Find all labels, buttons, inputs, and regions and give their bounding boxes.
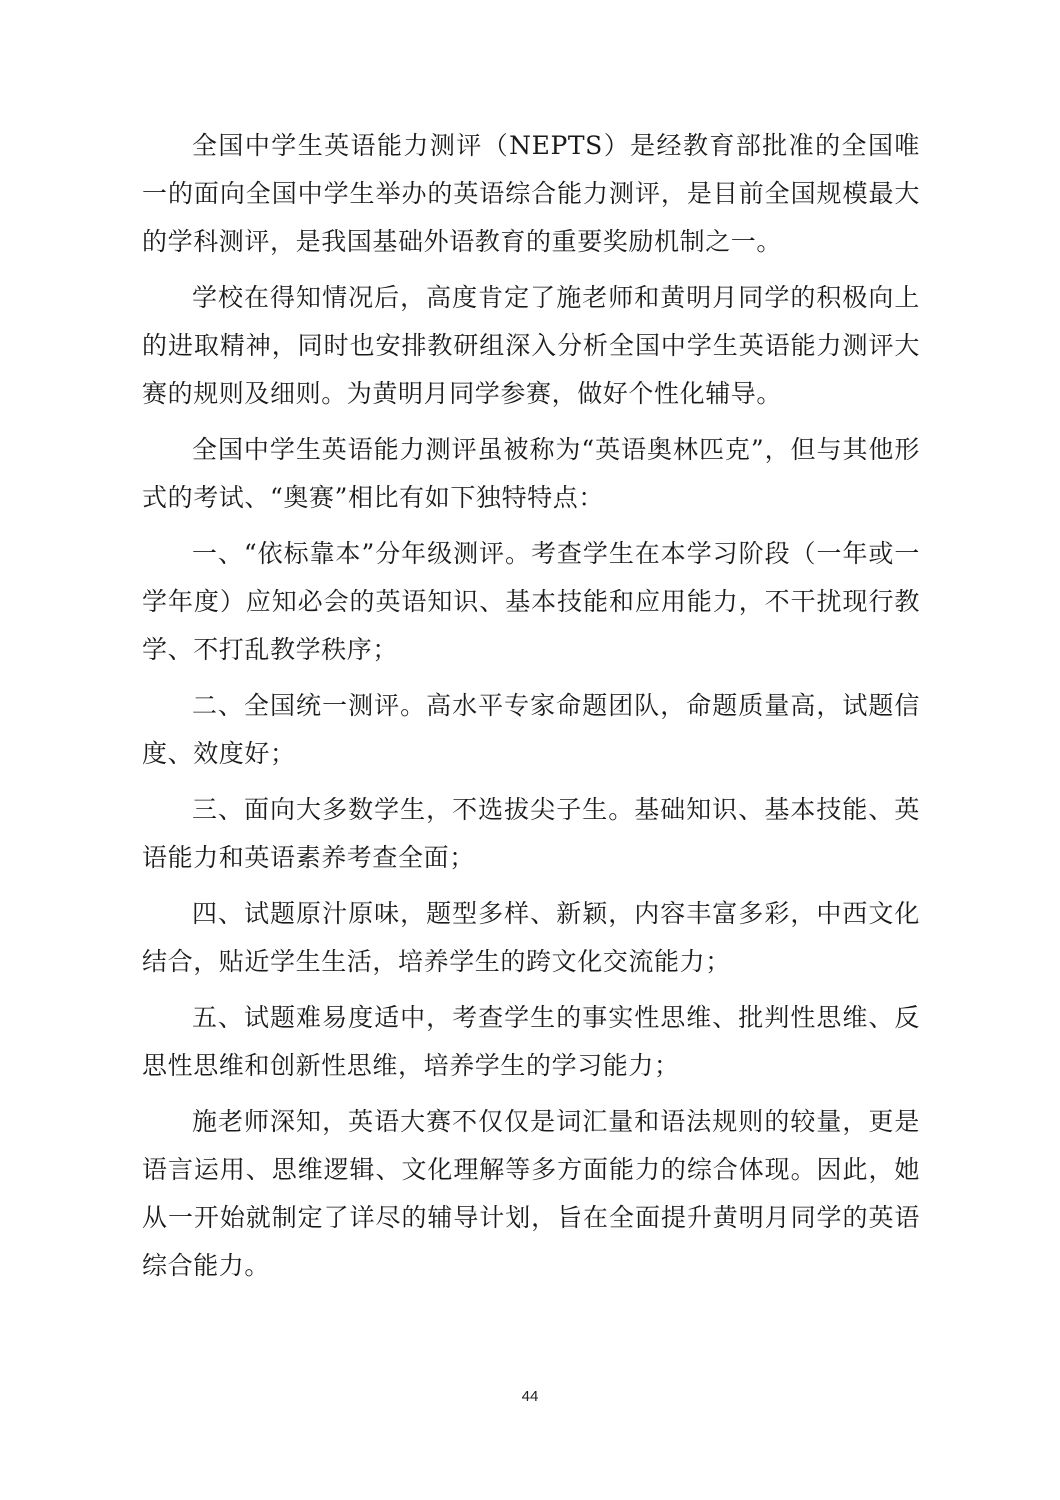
paragraph-feature-5: 五、试题难易度适中，考查学生的事实性思维、批判性思维、反思性思维和创新性思维，培养学生的学习能力； bbox=[142, 1003, 920, 1080]
body-text bbox=[142, 122, 920, 1298]
paragraph-features-intro: 全国中学生英语能力测评虽被称为“英语奥林匹克”，但与其他形式的考试、“奥赛”相比有如下独特特点： bbox=[142, 435, 920, 512]
paragraph-school-response: 学校在得知情况后，高度肯定了施老师和黄明月同学的积极向上的进取精神，同时也安排教研组深入分析全国中学生英语能力测评大赛的规则及细则。为黄明月同学参赛，做好个性化辅导。 bbox=[142, 283, 920, 408]
paragraph-nepts-intro: 全国中学生英语能力测评（NEPTS）是经教育部批准的全国唯一的面向全国中学生举办的英语综合能力测评，是目前全国规模最大的学科测评，是我国基础外语教育的重要奖励机制之一。 bbox=[142, 131, 920, 256]
paragraph-feature-4: 四、试题原汁原味，题型多样、新颖，内容丰富多彩，中西文化结合，贴近学生生活，培养学生的跨文化交流能力； bbox=[142, 899, 920, 976]
paragraph-feature-2: 二、全国统一测评。高水平专家命题团队，命题质量高，试题信度、效度好； bbox=[142, 691, 920, 768]
page-number: 44 bbox=[521, 1388, 539, 1405]
paragraph-teacher-plan: 施老师深知，英语大赛不仅仅是词汇量和语法规则的较量，更是语言运用、思维逻辑、文化理解等多方面能力的综合体现。因此，她从一开始就制定了详尽的辅导计划，旨在全面提升黄明月同学的英语综合能力。 bbox=[142, 1107, 920, 1280]
paragraph-feature-3: 三、面向大多数学生，不选拔尖子生。基础知识、基本技能、英语能力和英语素养考查全面； bbox=[142, 795, 920, 872]
paragraph-feature-1: 一、“依标靠本”分年级测评。考查学生在本学习阶段（一年或一学年度）应知必会的英语知识、基本技能和应用能力，不干扰现行教学、不打乱教学秩序； bbox=[142, 539, 920, 664]
